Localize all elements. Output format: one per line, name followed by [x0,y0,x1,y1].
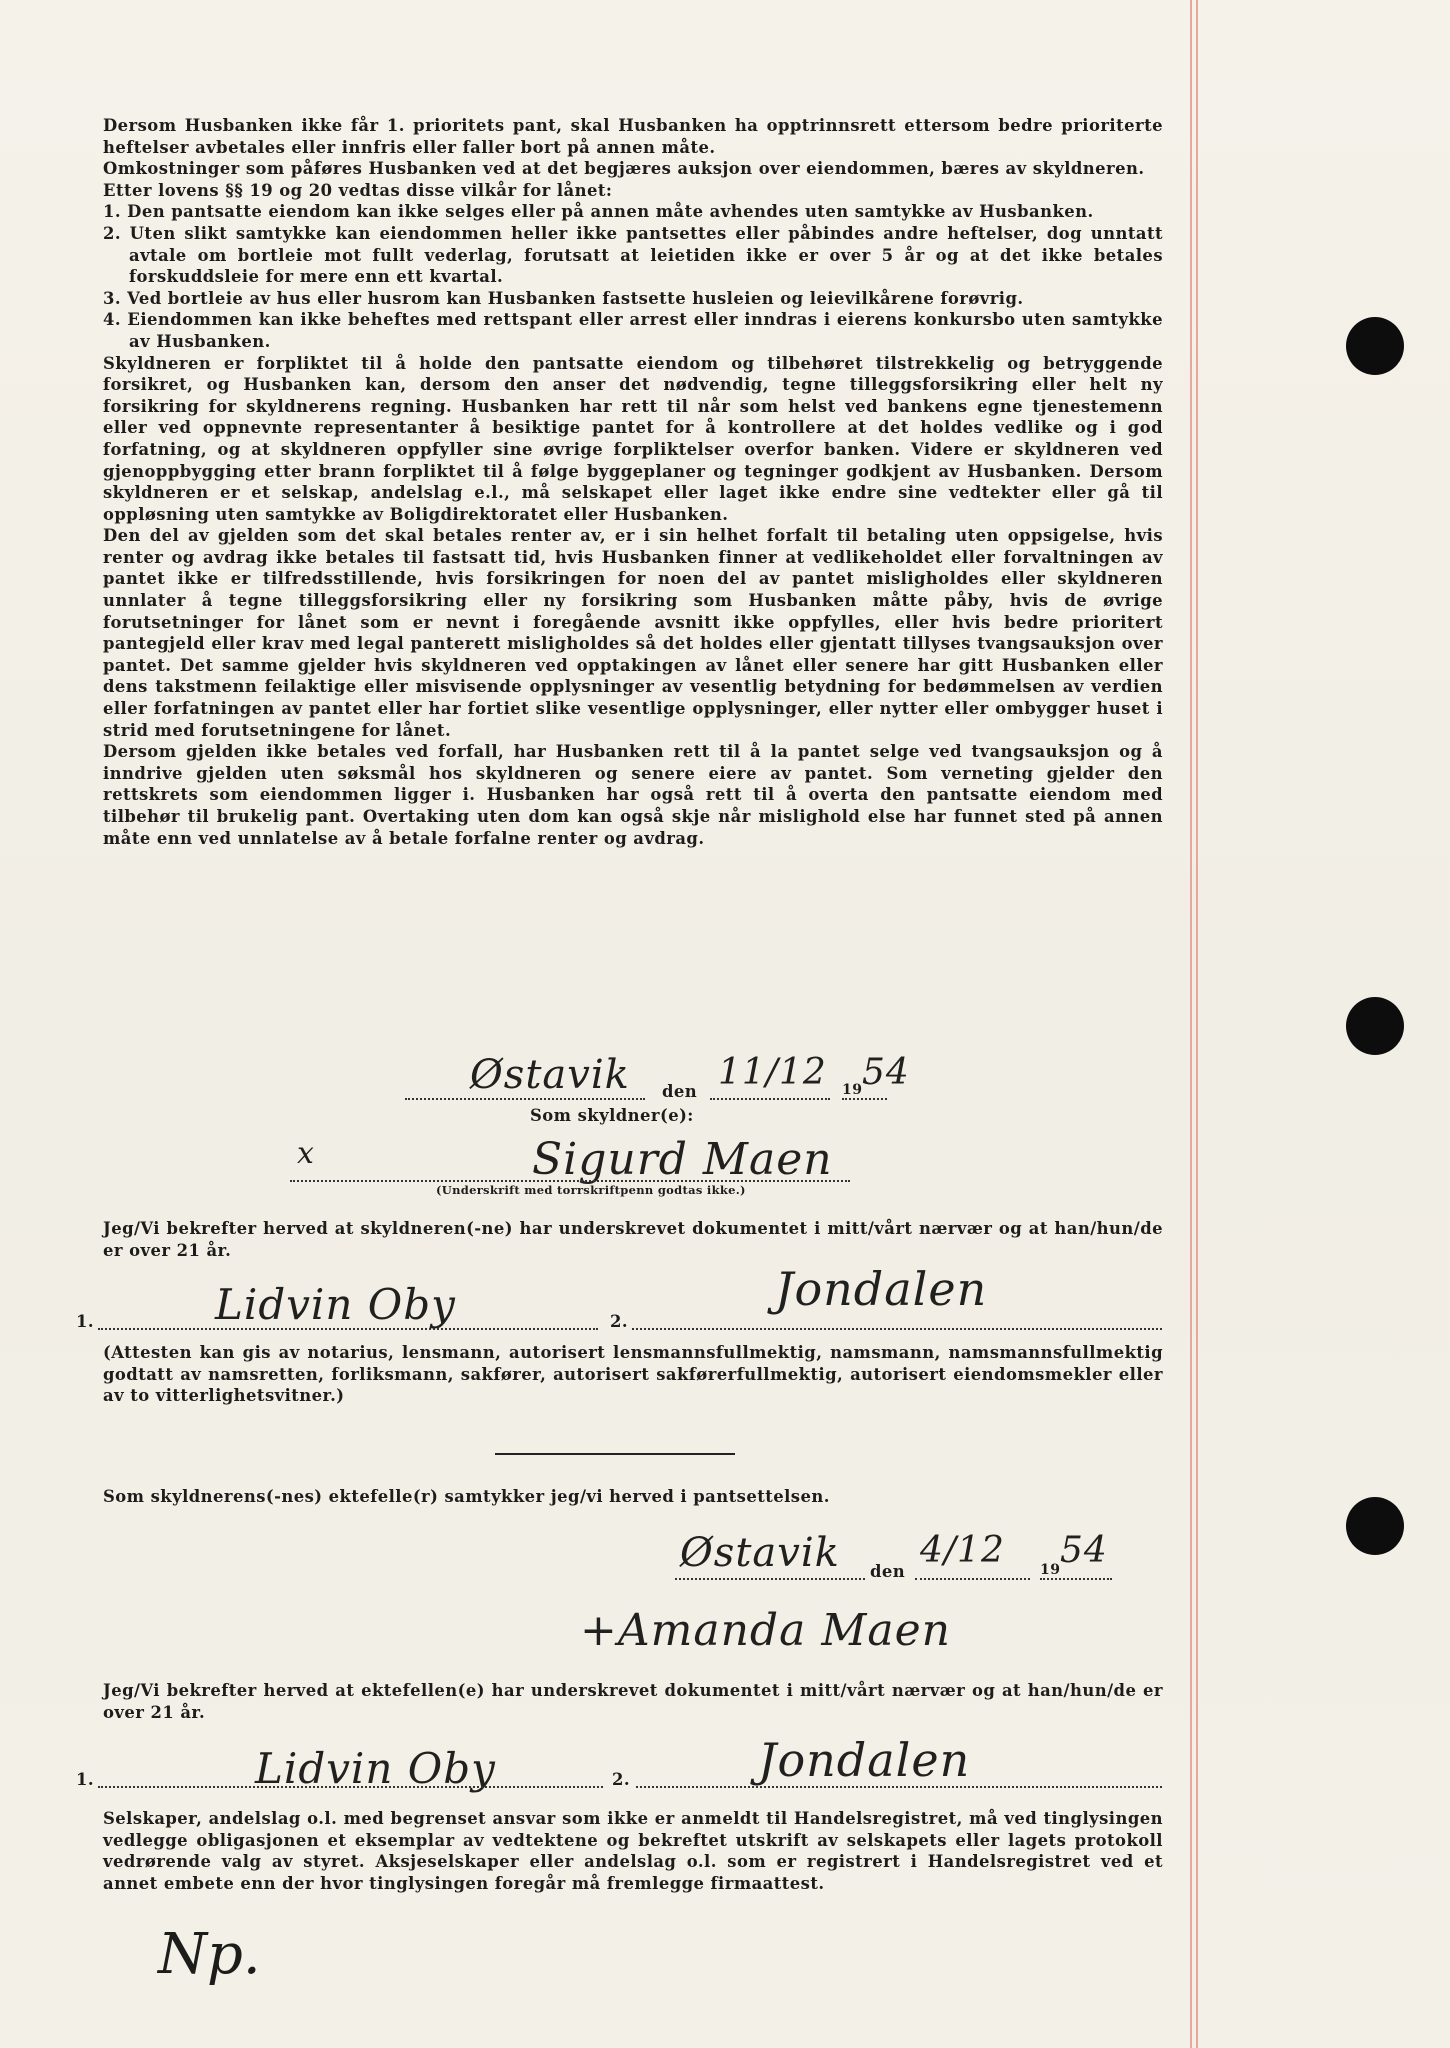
paragraph-priority: Dersom Husbanken ikke får 1. prioritets pant, skal Husbanken ha opptrinnsrett ettersom bedre prioriterte heftelser avbetales eller innfris eller faller bort på annen måte. [103,116,1163,157]
year-dotted-line [842,1098,887,1100]
paragraph-conditions-intro: Etter lovens §§ 19 og 20 vedtas disse vilkår for lånet: [103,180,613,200]
witness-statement-1: Jeg/Vi bekrefter herved at skyldneren(-ne) har underskrevet dokumentet i mitt/vårt nærvær og at han/hun/de er over 21 år. [103,1219,1163,1260]
punch-hole-bottom [1346,1497,1404,1555]
witness2-signature-1: Lidvin Oby [255,1744,496,1793]
attest-note: (Attesten kan gis av notarius, lensmann, autorisert lensmannsfullmektig, namsmann, namsmannsfullmektig godtatt av namsretten, forliksmann, sakfører, autorisert sakførerfullmektig, autorisert eiendomsmekler eller av to vitterlighetsvitner.) [103,1343,1163,1406]
debtor-signature: Sigurd Maen [532,1134,833,1185]
condition-item-3: 3. Ved bortleie av hus eller husrom kan Husbanken fastsette husleien og leievilkårene forøvrig. [103,288,1024,308]
witness-statement-2: Jeg/Vi bekrefter herved at ektefellen(e) har underskrevet dokumentet i mitt/vårt nærvær og at han/hun/de er over 21 år. [103,1681,1163,1722]
spouse-year-line [1040,1578,1112,1580]
section-divider [495,1453,735,1455]
punch-hole-middle [1346,997,1404,1055]
paragraph-default: Den del av gjelden som det skal betales renter av, er i sin helhet forfalt til betaling uten oppsigelse, hvis renter og avdrag ikke betales til fastsatt tid, hvis Husbanken finner at vedlikeholdet eller forvaltningen av pantet ikke er tilfredsstillende, hvis forsikringen for noen del av pantet misligholdes eller skyldneren unnlater å tegne tilleggsforsikring eller ny forsikring som Husbanken måtte påby, hvis de øvrige forutsetninger for lånet som er nevnt i foregående avsnitt ikke oppfylles, eller hvis bedre prioritert pantegjeld eller krav med legal panterett misligholdes så det holdes eller gjentatt tillyses tvangsauksjon over pantet. Det samme gjelder hvis skyldneren ved opptakingen av lånet eller senere har gitt Husbanken eller dens takstmenn feilaktige eller misvisende opplysninger av vesentlig betydning for bedømmelsen av verdien eller forfatningen av pantet eller har fortiet slike vesentlige opplysninger, eller nytter eller ombygger huset i strid med forutsetningene for lånet. [103,526,1163,740]
punch-hole-top [1346,317,1404,375]
witness-line-1 [98,1328,598,1330]
terms-text [103,115,1163,849]
spouse-den-label: den [870,1562,906,1581]
witness-signature-1: Lidvin Oby [215,1280,456,1329]
year-prefix: 19 [842,1082,863,1098]
signature-dotted-line [290,1180,850,1182]
paragraph-insurance: Skyldneren er forpliktet til å holde den pantsatte eiendom og tilbehøret tilstrekkelig og betryggende forsikret, og Husbanken kan, dersom den anser det nødvendig, tegne tilleggsforsikring eller helt ny forsikring for skyldnerens regning. Husbanken har rett til når som helst ved bankens egne tjenestemenn eller ved oppnevnte representanter å besiktige pantet for å kontrollere at det holdes vedlike og i god forfatning, og at skyldneren oppfyller sine øvrige forpliktelser overfor banken. Videre er skyldneren ved gjenoppbygging etter brann forpliktet til å følge byggeplaner og tegninger godkjent av Husbanken. Dersom skyldneren er et selskap, andelslag e.l., må selskapet eller laget ikke endre sine vedtekter eller gå til oppløsning uten samtykke av Boligdirektoratet eller Husbanken. [103,353,1163,524]
paragraph-enforcement: Dersom gjelden ikke betales ved forfall, har Husbanken rett til å la pantet selge ved tvangsauksjon og å inndrive gjelden uten søksmål hos skyldneren og senere eiere av pantet. Som verneting gjelder den rettskrets som eiendommen ligger i. Husbanken har også rett til å overta den pantsatte eiendom med tilbehør til brukelig pant. Overtaking uten dom kan også skje når mislighold else har funnet sted på annen måte enn ved unnlatelse av å betale forfalne renter og avdrag. [103,742,1163,848]
margin-line [1190,0,1192,2048]
spouse-signature: +Amanda Maen [580,1605,951,1656]
spouse-date: 4/12 [920,1530,1005,1571]
spouse-consent-statement: Som skyldnerens(-nes) ektefelle(r) samtykker jeg/vi herved i pantsettelsen. [103,1487,830,1506]
spouse-place: Østavik [680,1530,840,1576]
condition-item-1: 1. Den pantsatte eiendom kan ikke selges eller på annen måte avhendes uten samtykke av Husbanken. [103,202,1094,222]
footer-note: Selskaper, andelslag o.l. med begrenset ansvar som ikke er anmeldt til Handelsregistret, må ved tinglysingen vedlegge obligasjonen et eksemplar av vedtektene og bekreftet utskrift av selskapets eller lagets protokoll vedrørende valg av styret. Aksjeselskaper eller andelslag o.l. som er registrert i Handelsregistret ved et annet embete enn der hvor tinglysingen foregår må fremlegge firmaattest. [103,1809,1163,1893]
place-dotted-line [405,1098,645,1100]
margin-line-inner [1196,0,1198,2048]
paragraph-costs: Omkostninger som påføres Husbanken ved at det begjæres auksjon over eiendommen, bæres av skyldneren. [103,159,1145,179]
spouse-place-line [675,1578,865,1580]
witness2-label-1: 1. [76,1770,95,1789]
signature-note: (Underskrift med torrskriftpenn godtas ikke.) [436,1183,746,1197]
witness2-line-2 [636,1786,1162,1788]
date-dotted-line [710,1098,830,1100]
witness-line-2 [632,1328,1162,1330]
spouse-year-suffix: 54 [1060,1530,1108,1571]
debtor-date: 11/12 [718,1052,827,1093]
witness-signature-2: Jondalen [775,1262,988,1316]
witness2-signature-2: Jondalen [758,1733,971,1787]
witness2-label-2: 2. [612,1770,631,1789]
clerk-initials: Np. [158,1922,261,1987]
den-label: den [662,1082,698,1101]
condition-item-4: 4. Eiendommen kan ikke beheftes med rettspant eller arrest eller inndras i eierens konkursbo uten samtykke av Husbanken. [103,310,1163,351]
cross-mark: x [297,1136,315,1171]
debtor-role-label: Som skyldner(e): [530,1106,694,1125]
witness-label-2: 2. [610,1312,629,1331]
spouse-year-prefix: 19 [1040,1562,1061,1578]
witness2-line-1 [98,1786,603,1788]
condition-item-2: 2. Uten slikt samtykke kan eiendommen heller ikke pantsettes eller påbindes andre heftelser, dog unntatt avtale om bortleie mot fullt vederlag, forutsatt at leietiden ikke er over 5 år og at det ikke betales forskuddsleie for mere enn ett kvartal. [103,223,1163,287]
witness-label-1: 1. [76,1312,95,1331]
year-suffix: 54 [862,1052,910,1093]
spouse-date-line [915,1578,1030,1580]
debtor-place: Østavik [470,1052,630,1098]
